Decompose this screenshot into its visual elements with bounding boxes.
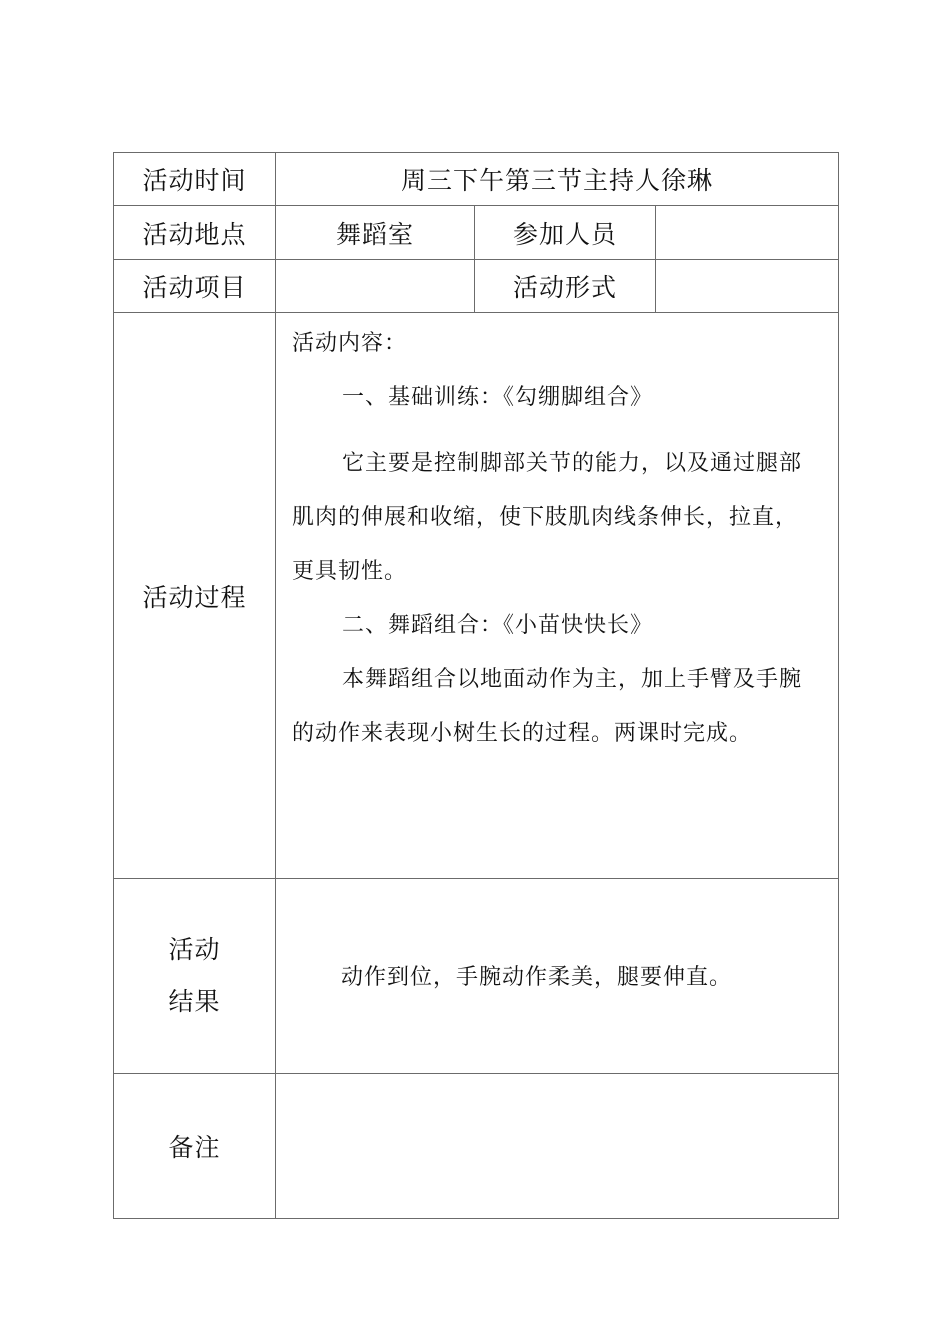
remark-value bbox=[276, 1074, 839, 1219]
time-label: 活动时间 bbox=[114, 153, 276, 206]
section1-title: 一、基础训练：《勾绷脚组合》 bbox=[342, 385, 654, 410]
process-content bbox=[276, 313, 839, 879]
time-value: 周三下午第三节主持人徐琳 bbox=[276, 153, 839, 206]
section1-body: 它主要是控制脚部关节的能力，以及通过腿部肌肉的伸展和收缩，使下肢肌肉线条伸长，拉直，更具韧性。 bbox=[292, 451, 803, 584]
item-row bbox=[114, 260, 839, 313]
participants-value bbox=[656, 206, 839, 260]
time-row bbox=[114, 153, 839, 206]
activity-record-table bbox=[113, 152, 839, 1219]
participants-label: 参加人员 bbox=[475, 206, 656, 260]
place-row bbox=[114, 206, 839, 260]
format-label: 活动形式 bbox=[475, 260, 656, 313]
result-row bbox=[114, 879, 839, 1074]
format-value bbox=[656, 260, 839, 313]
result-label-line1: 活动 bbox=[168, 935, 221, 964]
section2-body: 本舞蹈组合以地面动作为主，加上手臂及手腕的动作来表现小树生长的过程。两课时完成。 bbox=[292, 667, 803, 746]
result-value: 动作到位，手腕动作柔美，腿要伸直。 bbox=[276, 879, 839, 1074]
remark-row bbox=[114, 1074, 839, 1219]
result-label-line2: 结果 bbox=[168, 987, 221, 1016]
item-label: 活动项目 bbox=[114, 260, 276, 313]
result-label bbox=[114, 879, 276, 1074]
item-value bbox=[276, 260, 475, 313]
place-label: 活动地点 bbox=[114, 206, 276, 260]
process-label: 活动过程 bbox=[114, 313, 276, 879]
process-row bbox=[114, 313, 839, 879]
place-value: 舞蹈室 bbox=[276, 206, 475, 260]
remark-label: 备注 bbox=[114, 1074, 276, 1219]
section2-title: 二、舞蹈组合：《小苗快快长》 bbox=[342, 613, 654, 638]
process-heading: 活动内容： bbox=[292, 331, 408, 356]
